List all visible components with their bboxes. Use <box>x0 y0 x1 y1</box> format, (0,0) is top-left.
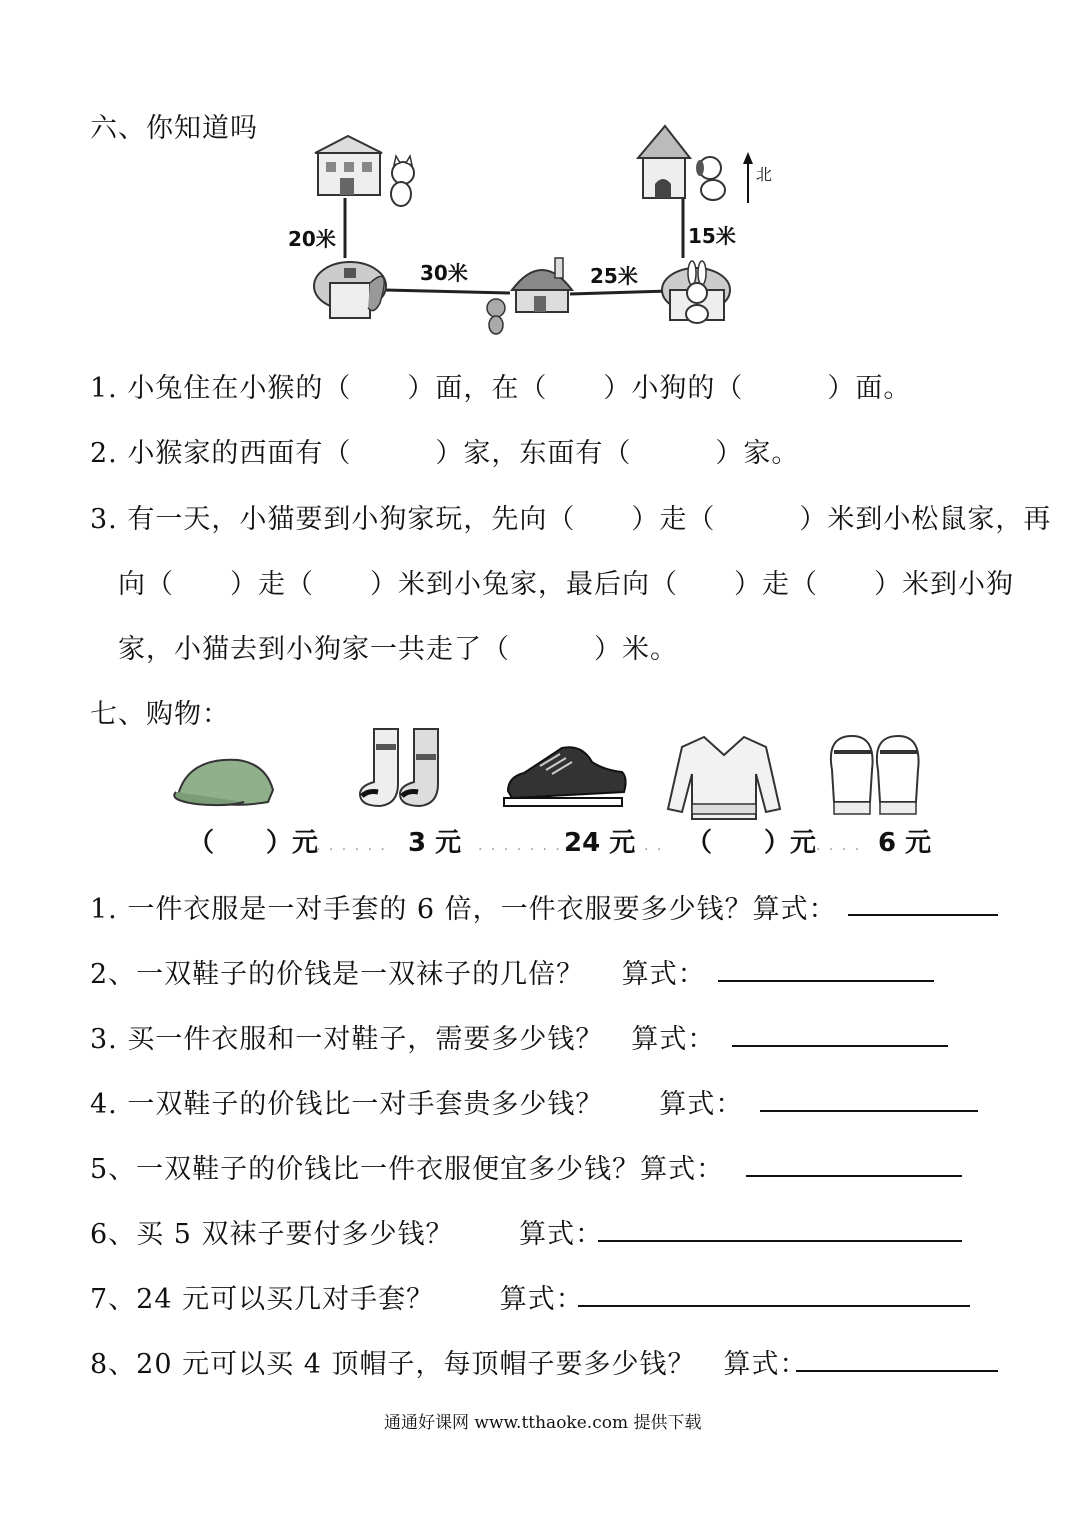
section7-title: 七、购物： <box>90 699 230 730</box>
price-dots: . . . . . . . <box>478 838 562 854</box>
s7-question-4: 4. 一双鞋子的价钱比一对手套贵多少钱？ 算式： <box>90 1089 744 1120</box>
answer-line[interactable] <box>718 980 934 982</box>
s7-question-1: 1. 一件衣服是一对手套的 6 倍，一件衣服要多少钱？算式： <box>90 894 837 925</box>
s6-question-2: 2. 小猴家的西面有（ ）家，东面有（ ）家。 <box>90 438 800 469</box>
answer-line[interactable] <box>578 1305 970 1307</box>
distance-label-15m: 15米 <box>688 224 736 248</box>
distance-label-30m: 30米 <box>420 261 468 285</box>
answer-line[interactable] <box>746 1175 962 1177</box>
s7-question-3: 3. 买一件衣服和一对鞋子，需要多少钱？ 算式： <box>90 1024 716 1055</box>
answer-line[interactable] <box>796 1370 998 1372</box>
distance-label-25m: 25米 <box>590 264 638 288</box>
monkey-icon <box>487 299 505 334</box>
price-cap: （ ）元 <box>188 828 319 858</box>
price-dots: . . <box>644 838 664 854</box>
mittens-icon <box>820 730 930 820</box>
s6-question-3: 3. 有一天，小猫要到小狗家玩，先向（ ）走（ ）米到小松鼠家，再 <box>90 504 1052 535</box>
answer-line[interactable] <box>848 914 998 916</box>
answer-line[interactable] <box>732 1045 948 1047</box>
cat-icon <box>391 156 414 206</box>
road-monkey-rabbit <box>570 291 670 294</box>
s6-question-3-line3: 家，小猫去到小狗家一共走了（ ）米。 <box>118 634 678 665</box>
s6-question-3-line2: 向（ ）走（ ）米到小兔家，最后向（ ）走（ ）米到小狗 <box>118 569 1014 600</box>
footer-credit: 通通好课网 www.tthaoke.com 提供下载 <box>384 1413 702 1433</box>
socks-icon <box>354 724 464 814</box>
dog-icon <box>696 157 725 200</box>
answer-line[interactable] <box>760 1110 978 1112</box>
squirrel-house-icon <box>314 262 386 318</box>
price-mittens: 6 元 <box>878 828 932 858</box>
monkey-house-icon <box>512 258 572 312</box>
price-dots: . . . . <box>816 838 862 854</box>
dog-house-icon <box>638 126 690 198</box>
shoes-icon <box>500 736 630 816</box>
north-label: 北 <box>756 165 773 184</box>
s7-question-2: 2、一双鞋子的价钱是一双袜子的几倍？ 算式： <box>90 959 706 990</box>
price-dots: . . . . . . <box>316 838 387 854</box>
s7-question-7: 7、24 元可以买几对手套？ 算式： <box>90 1284 584 1315</box>
s7-question-6: 6、买 5 双袜子要付多少钱？ 算式： <box>90 1219 604 1250</box>
sweater-icon <box>664 732 784 822</box>
price-sweater: （ ）元 <box>686 828 817 858</box>
price-shoes: 24 元 <box>564 828 636 858</box>
road-squirrel-monkey <box>385 290 510 293</box>
cap-icon <box>168 750 288 820</box>
north-arrow-icon <box>743 152 753 203</box>
distance-label-20m: 20米 <box>288 227 336 251</box>
s6-question-1: 1. 小兔住在小猴的（ ）面，在（ ）小狗的（ ）面。 <box>90 373 912 404</box>
s7-question-8: 8、20 元可以买 4 顶帽子，每顶帽子要多少钱？ 算式： <box>90 1349 808 1380</box>
price-socks: 3 元 <box>408 828 462 858</box>
section6-title: 六、你知道吗 <box>90 113 258 144</box>
s7-question-5: 5、一双鞋子的价钱比一件衣服便宜多少钱？算式： <box>90 1154 725 1185</box>
cat-house-icon <box>315 136 382 195</box>
answer-line[interactable] <box>598 1240 962 1242</box>
